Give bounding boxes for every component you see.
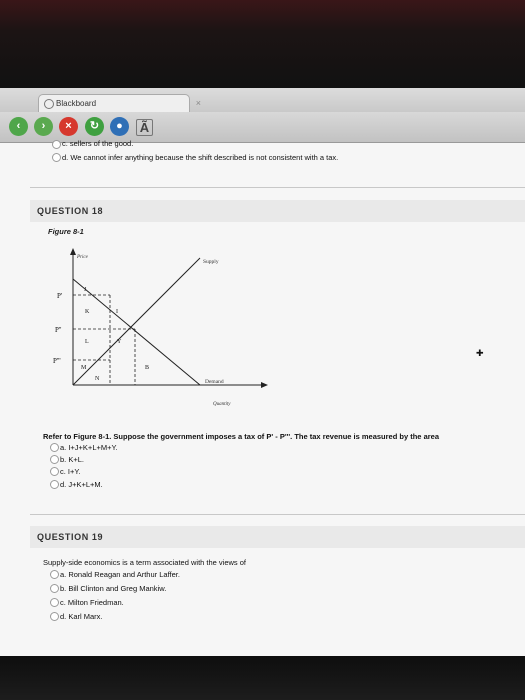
y-axis-label: Price (77, 255, 88, 260)
q19-option-b: b. Bill Clinton and Greg Mankiw. (60, 584, 167, 593)
option-c-prev: c. sellers of the good. (62, 139, 134, 148)
browser-window (0, 88, 525, 656)
stop-icon[interactable]: × (59, 117, 78, 136)
radio-q19-d[interactable] (50, 612, 59, 621)
question-19-header: QUESTION 19 (37, 532, 104, 542)
area-label-k: K (85, 309, 90, 315)
question-18-prompt: Refer to Figure 8-1. Suppose the government imposes a tax of P' - P'''. The tax revenue is measured by the area (43, 432, 439, 441)
user-icon[interactable]: ● (110, 117, 129, 136)
tab-bar (0, 88, 525, 113)
radio-q19-c[interactable] (50, 598, 59, 607)
radio-q19-a[interactable] (50, 570, 59, 579)
radio-q19-b[interactable] (50, 584, 59, 593)
area-label-y: Y (117, 339, 122, 345)
radio-option-c-prev[interactable] (52, 140, 61, 149)
q18-option-d: d. J+K+L+M. (60, 480, 103, 489)
area-label-l: L (85, 339, 89, 345)
forward-icon[interactable]: › (34, 117, 53, 136)
radio-q18-c[interactable] (50, 467, 59, 476)
question-18-header: QUESTION 18 (37, 206, 104, 216)
price-label-p2: P'' (55, 326, 62, 334)
option-d-prev: d. We cannot infer anything because the shift described is not consistent with a tax. (62, 153, 339, 162)
q18-option-a: a. I+J+K+L+M+Y. (60, 443, 118, 452)
radio-q18-b[interactable] (50, 455, 59, 464)
site-icon (44, 99, 54, 109)
y-axis-arrow (70, 248, 76, 255)
x-axis-label: Quantity (213, 402, 231, 407)
figure-label: Figure 8-1 (48, 227, 84, 236)
supply-label: Supply (203, 259, 219, 265)
supply-curve (73, 258, 200, 385)
q19-option-d: d. Karl Marx. (60, 612, 103, 621)
area-label-m: M (81, 365, 87, 371)
question-19-header-band (30, 526, 525, 548)
tab-blackboard[interactable] (38, 94, 201, 113)
radio-q18-a[interactable] (50, 443, 59, 452)
radio-q18-d[interactable] (50, 480, 59, 489)
price-label-p3: P''' (53, 357, 61, 365)
question-divider (30, 514, 525, 515)
price-label-p1: P' (57, 292, 63, 300)
mouse-cursor-icon: ✚ (476, 348, 484, 358)
area-label-j: J (84, 287, 87, 293)
monitor-bezel-bottom (0, 656, 525, 700)
question-19-prompt: Supply-side economics is a term associated with the views of (43, 558, 247, 567)
q19-option-a: a. Ronald Reagan and Arthur Laffer. (60, 570, 180, 579)
back-icon[interactable]: ‹ (9, 117, 28, 136)
q18-option-b: b. K+L. (60, 455, 84, 464)
close-tab-icon[interactable]: × (195, 98, 201, 108)
monitor-bezel-top (0, 0, 525, 88)
radio-option-d-prev[interactable] (52, 153, 61, 162)
demand-label: Demand (205, 379, 224, 385)
quiz-page (0, 139, 525, 656)
area-label-n: N (95, 376, 100, 382)
area-label-i: I (116, 309, 118, 315)
area-label-b: B (145, 365, 150, 371)
text-size-button[interactable]: Ã (136, 119, 153, 136)
figure-8-1-diagram (55, 245, 285, 410)
reload-icon[interactable]: ↻ (85, 117, 104, 136)
demand-curve (73, 279, 200, 385)
q19-option-c: c. Milton Friedman. (60, 598, 124, 607)
q18-option-c: c. I+Y. (60, 467, 81, 476)
question-18-header-band (30, 200, 525, 222)
x-axis-arrow (261, 382, 268, 388)
question-divider (30, 187, 525, 188)
tab-title: Blackboard (56, 99, 97, 108)
